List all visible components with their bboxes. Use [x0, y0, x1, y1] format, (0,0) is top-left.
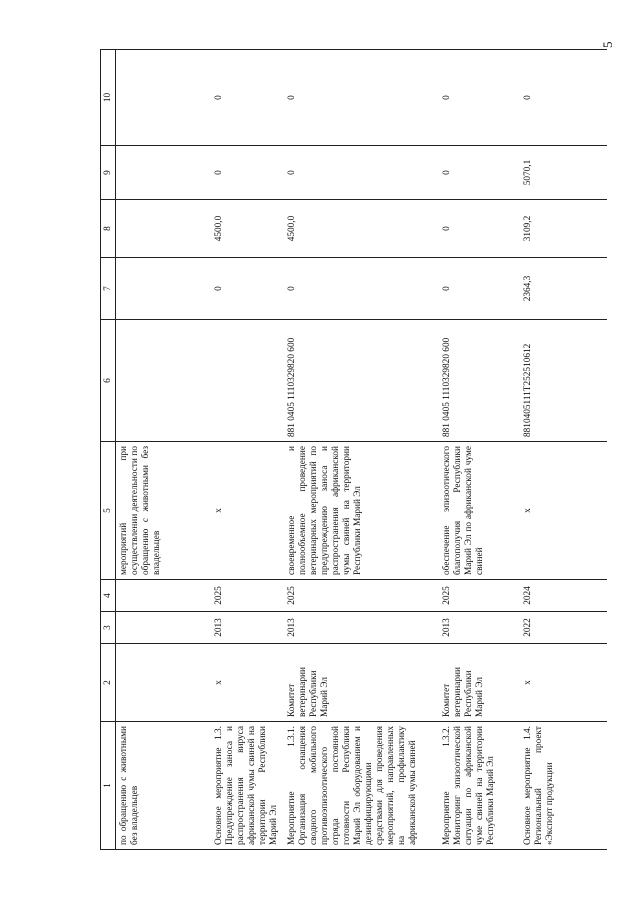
cell-end-year: 2025	[284, 580, 439, 612]
col-header-5: 5	[101, 442, 116, 580]
cell-value-7	[116, 258, 212, 320]
table-row	[116, 50, 212, 850]
rotated-table-stage	[100, 50, 620, 850]
cell-budget-code	[211, 320, 284, 442]
cell-event-name: Мероприятие 1.3.1. Организация оснащения сводного мобильного противоэпизоотического отряда постоянной готовности Республики Марий Эл оборудованием и дезинфицирующими средствами для проведения мероприятий, направленных на профилактику африканской чумы свиней	[284, 722, 439, 850]
cell-end-year: 2025	[211, 580, 284, 612]
cell-end-year: 2024	[520, 580, 607, 612]
col-header-3: 3	[101, 612, 116, 644]
cell-value-8	[116, 200, 212, 258]
cell-executor	[116, 644, 212, 722]
cell-executor: Комитет ветеринарии Республики Марий Эл	[284, 644, 439, 722]
cell-expected-result: х	[211, 442, 284, 580]
cell-value-10: 0	[211, 50, 284, 146]
cell-value-7: 0	[284, 258, 439, 320]
table-row	[439, 50, 520, 850]
col-header-2: 2	[101, 644, 116, 722]
cell-start-year: 2013	[284, 612, 439, 644]
cell-value-7: 0	[211, 258, 284, 320]
cell-executor: х	[520, 644, 607, 722]
col-header-6: 6	[101, 320, 116, 442]
cell-value-8: 0	[439, 200, 520, 258]
cell-end-year: 2025	[439, 580, 520, 612]
cell-start-year	[116, 612, 212, 644]
cell-end-year	[116, 580, 212, 612]
cell-budget-code: 8810405111T252510612	[520, 320, 607, 442]
column-number-row	[101, 50, 116, 850]
table-row	[284, 50, 439, 850]
cell-start-year: 2022	[520, 612, 607, 644]
cell-value-9: 0	[439, 146, 520, 200]
cell-start-year: 2013	[439, 612, 520, 644]
cell-budget-code: 881 0405 1110329820 600	[284, 320, 439, 442]
col-header-7: 7	[101, 258, 116, 320]
col-header-8: 8	[101, 200, 116, 258]
page-number: 5	[600, 41, 615, 48]
cell-value-8: 4500,0	[284, 200, 439, 258]
cell-start-year: 2013	[211, 612, 284, 644]
cell-executor: Комитет ветеринарии Республики Марий Эл	[439, 644, 520, 722]
cell-expected-result: обеспечение эпизоотического благополучия Республики Марий Эл по африканской чуме свиней	[439, 442, 520, 580]
cell-value-8: 4500,0	[211, 200, 284, 258]
cell-expected-result: х	[520, 442, 607, 580]
program-table	[100, 49, 607, 850]
cell-value-9	[116, 146, 212, 200]
cell-value-10: 0	[284, 50, 439, 146]
cell-event-name: Основное мероприятие 1.3. Предупреждение заноса и распространения вируса африканской чумы свиней на территории Республики Марий Эл	[211, 722, 284, 850]
cell-event-name: Мероприятие 1.3.2. Мониторинг эпизоотической ситуации по африканской чуме свиней на территории Республики Марий Эл	[439, 722, 520, 850]
cell-value-10: 0	[520, 50, 607, 146]
cell-value-10	[116, 50, 212, 146]
cell-event-name: Основное мероприятие 1.4. Региональный проект «Экспорт продукции	[520, 722, 607, 850]
cell-budget-code: 881 0405 1110329820 600	[439, 320, 520, 442]
col-header-10: 10	[101, 50, 116, 146]
cell-value-9: 0	[284, 146, 439, 200]
cell-value-10: 0	[439, 50, 520, 146]
cell-value-9: 0	[211, 146, 284, 200]
table-row	[211, 50, 284, 850]
cell-expected-result: мероприятий при осуществлении деятельности по обращению с животными без владельцев	[116, 442, 212, 580]
cell-value-9: 5070,1	[520, 146, 607, 200]
cell-budget-code	[116, 320, 212, 442]
cell-value-7: 2364,3	[520, 258, 607, 320]
cell-value-7: 0	[439, 258, 520, 320]
col-header-9: 9	[101, 146, 116, 200]
cell-executor: х	[211, 644, 284, 722]
col-header-4: 4	[101, 580, 116, 612]
cell-expected-result: своевременное и полнообъемное проведение ветеринарных мероприятий по предупреждению заноса и распространения африканской чумы свиней на территории Республики Марий Эл	[284, 442, 439, 580]
cell-value-8: 3109,2	[520, 200, 607, 258]
table-row	[520, 50, 607, 850]
col-header-1: 1	[101, 722, 116, 850]
cell-event-name: по обращению с животными без владельцев	[116, 722, 212, 850]
